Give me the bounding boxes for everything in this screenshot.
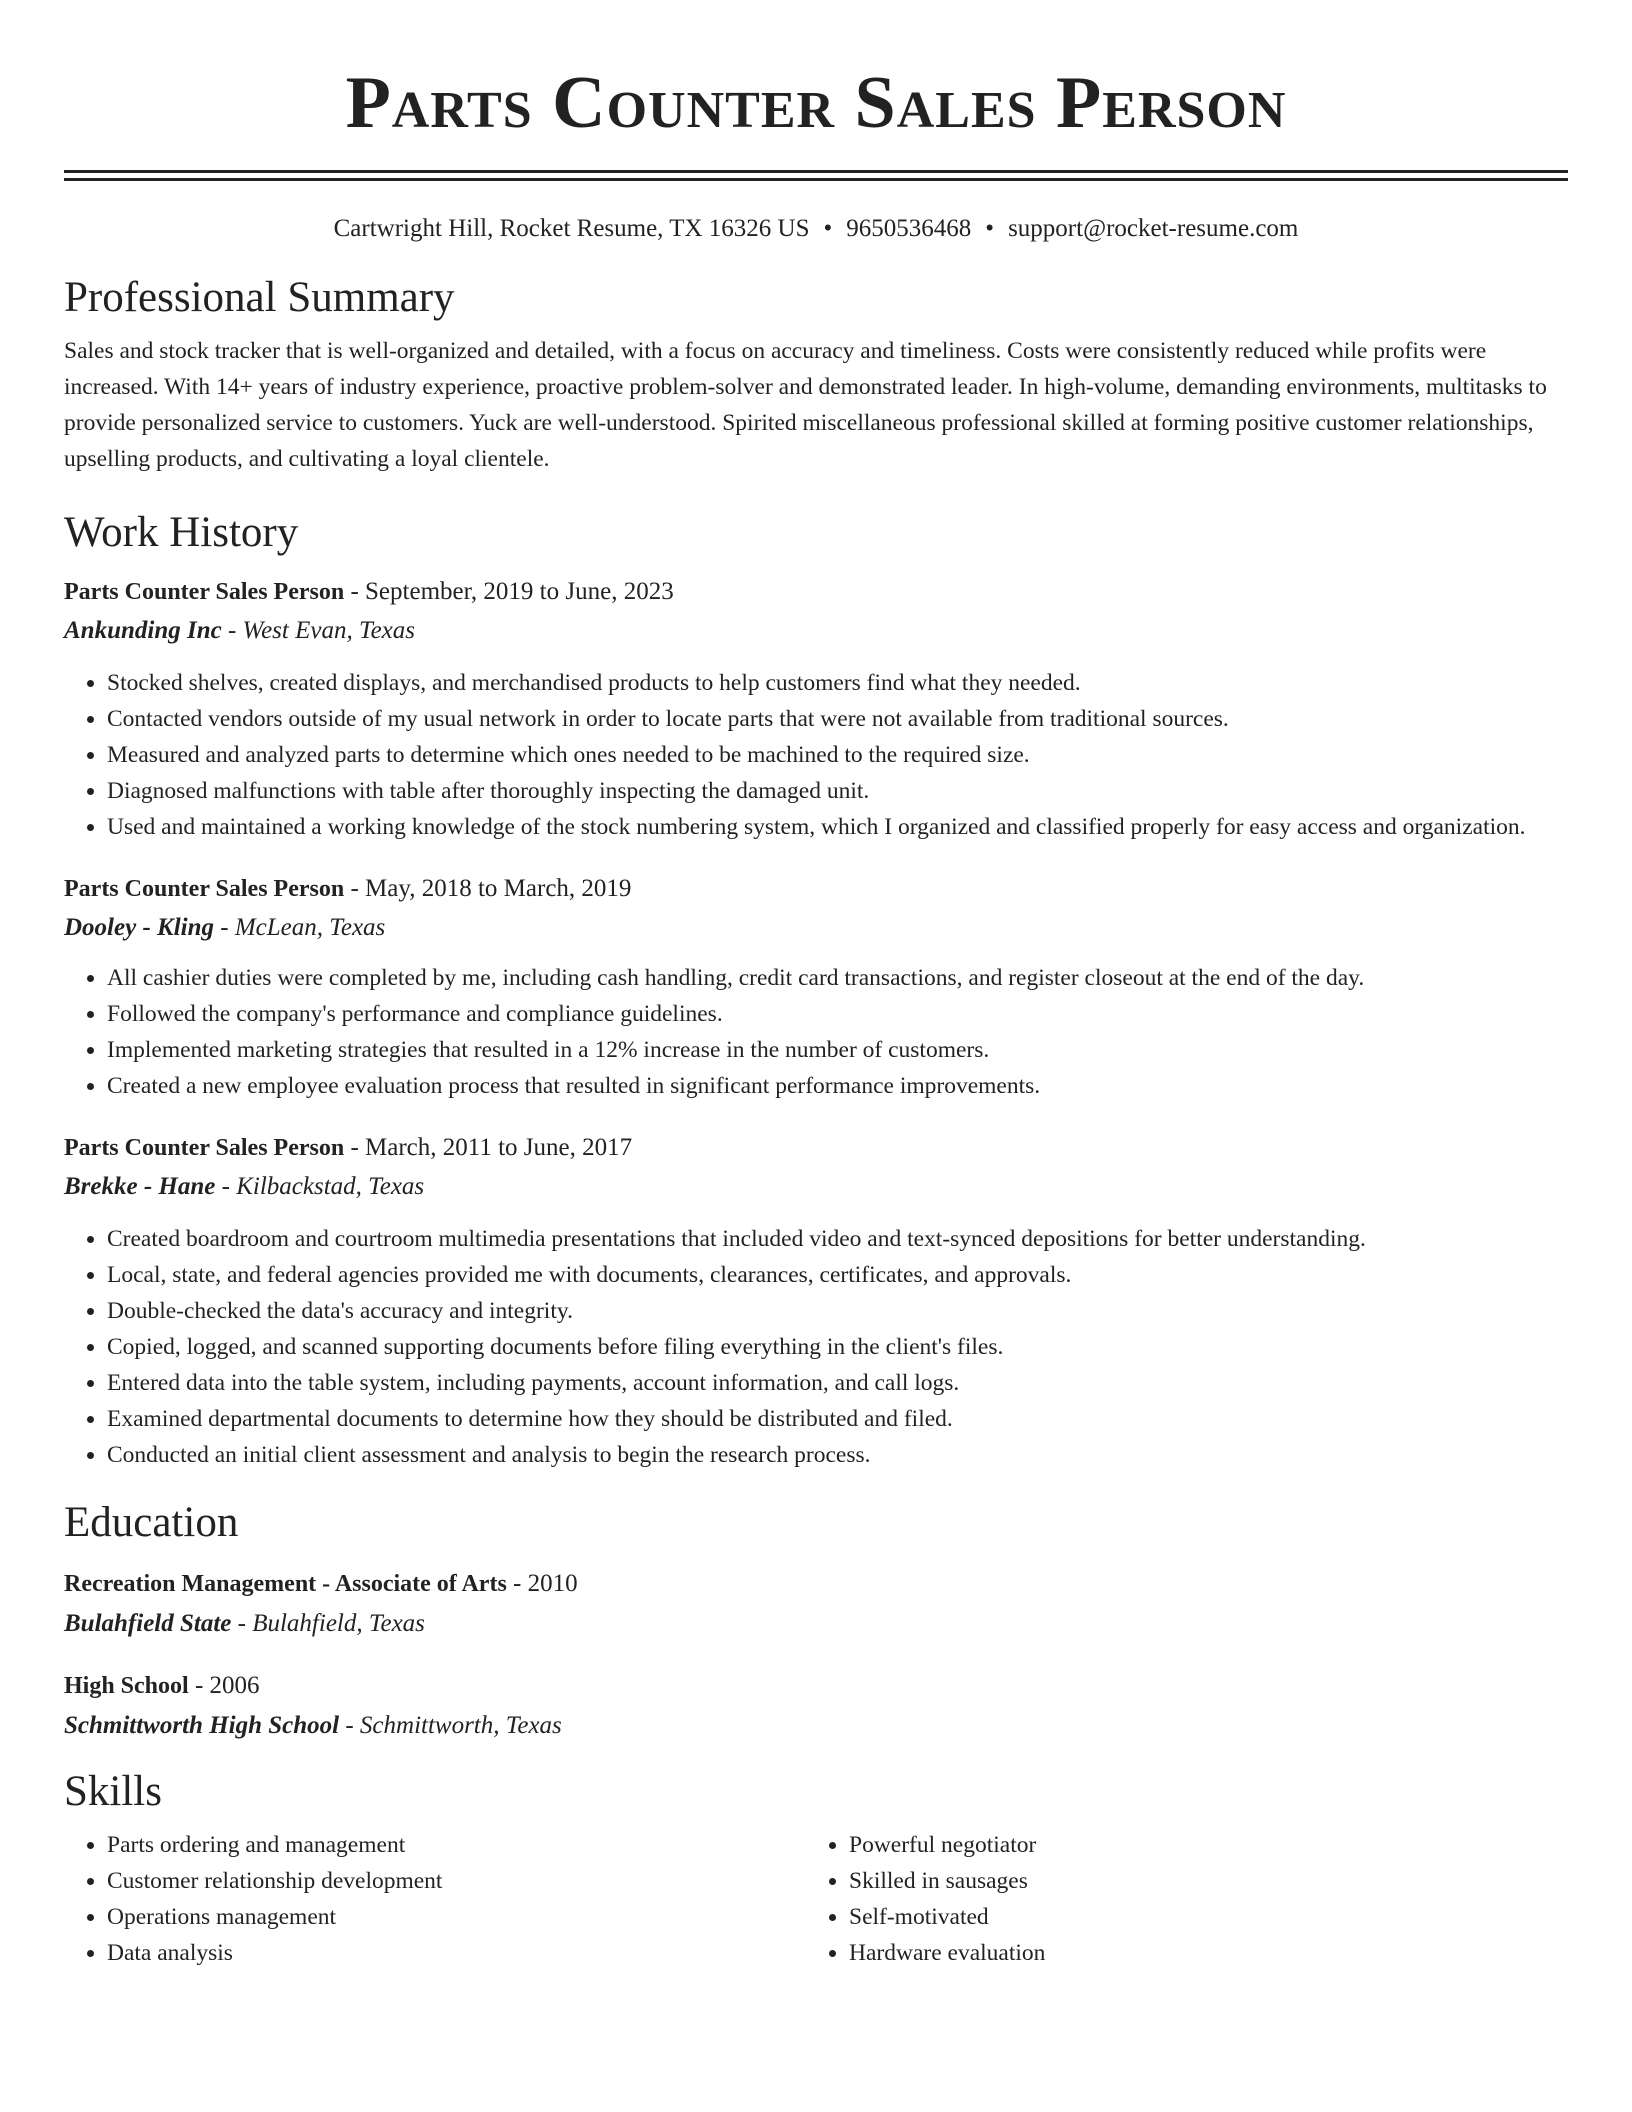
list-item: • Diagnosed malfunctions with table after thoroughly inspecting the damaged unit. xyxy=(107,773,1568,809)
education-entry xyxy=(64,1668,1568,1744)
job-location: - West Evan, Texas xyxy=(221,617,415,644)
list-item: • Data analysis xyxy=(107,1935,806,1971)
school-line xyxy=(64,1708,1568,1744)
degree-line xyxy=(64,1566,1568,1602)
job-title: Parts Counter Sales Person xyxy=(64,579,345,605)
skills-column-right xyxy=(806,1813,1548,1971)
list-item: • Followed the company's performance and compliance guidelines. xyxy=(107,996,1568,1032)
list-item: • Used and maintained a working knowledge of the stock numbering system, which I organized and classified properly for easy access and organization. xyxy=(107,809,1568,845)
job-dates: - May, 2018 to March, 2019 xyxy=(344,875,632,902)
job-duties-list xyxy=(64,665,1568,845)
job-entry xyxy=(64,574,1568,845)
skills-list xyxy=(64,1827,806,1971)
education-entry xyxy=(64,1566,1568,1642)
school-name: Bulahfield State xyxy=(64,1610,232,1637)
school-location: - Schmittworth, Texas xyxy=(339,1712,562,1739)
candidate-name: Parts Counter Sales Person xyxy=(345,62,1287,144)
school-name: Schmittworth High School xyxy=(64,1712,340,1739)
list-item: • Local, state, and federal agencies provided me with documents, clearances, certificates, and approvals. xyxy=(107,1257,1568,1293)
contact-separator: • xyxy=(985,215,995,242)
list-item: • Operations management xyxy=(107,1899,806,1935)
list-item: • Conducted an initial client assessment and analysis to begin the research process. xyxy=(107,1437,1568,1473)
job-company-line xyxy=(64,1169,1568,1205)
job-duties-list xyxy=(64,1221,1568,1473)
skills-columns xyxy=(64,1813,1568,1971)
contact-email: support@rocket-resume.com xyxy=(1008,215,1299,242)
job-entry xyxy=(64,1130,1568,1473)
degree-name: High School xyxy=(64,1673,189,1699)
list-item: • Double-checked the data's accuracy and integrity. xyxy=(107,1293,1568,1329)
work-history-heading: Work History xyxy=(64,509,299,556)
list-item: • Stocked shelves, created displays, and merchandised products to help customers find what they needed. xyxy=(107,665,1568,701)
skills-column-left xyxy=(64,1813,806,1971)
job-title-line xyxy=(64,871,1568,907)
job-company-line xyxy=(64,910,1568,946)
job-company: Dooley - Kling xyxy=(64,914,214,941)
school-location: - Bulahfield, Texas xyxy=(231,1610,425,1637)
summary-section xyxy=(64,276,1568,477)
job-title: Parts Counter Sales Person xyxy=(64,1135,345,1161)
list-item: • Implemented marketing strategies that resulted in a 12% increase in the number of customers. xyxy=(107,1032,1568,1068)
contact-address: Cartwright Hill, Rocket Resume, TX 16326 US xyxy=(333,215,810,242)
list-item: • Examined departmental documents to determine how they should be distributed and filed. xyxy=(107,1401,1568,1437)
list-item: • Created a new employee evaluation process that resulted in significant performance improvements. xyxy=(107,1068,1568,1104)
contact-phone: 9650536468 xyxy=(846,215,972,242)
degree-year: - 2010 xyxy=(506,1570,578,1597)
list-item: • Measured and analyzed parts to determine which ones needed to be machined to the required size. xyxy=(107,737,1568,773)
job-dates: - September, 2019 to June, 2023 xyxy=(344,578,674,605)
school-line xyxy=(64,1606,1568,1642)
job-dates: - March, 2011 to June, 2017 xyxy=(344,1134,633,1161)
list-item: • Entered data into the table system, including payments, account information, and call logs. xyxy=(107,1365,1568,1401)
job-title: Parts Counter Sales Person xyxy=(64,876,345,902)
list-item: • Parts ordering and management xyxy=(107,1827,806,1863)
job-title-line xyxy=(64,574,1568,610)
education-section xyxy=(64,1501,1568,1744)
education-heading: Education xyxy=(64,1499,239,1546)
degree-line xyxy=(64,1668,1568,1704)
skills-list xyxy=(806,1827,1548,1971)
job-title-line xyxy=(64,1130,1568,1166)
job-company: Ankunding Inc xyxy=(64,617,222,644)
header-divider xyxy=(64,170,1568,181)
list-item: • All cashier duties were completed by me, including cash handling, credit card transactions, and register closeout at the end of the day. xyxy=(107,960,1568,996)
list-item: • Powerful negotiator xyxy=(849,1827,1548,1863)
job-entry xyxy=(64,871,1568,1104)
job-duties-list xyxy=(64,960,1568,1104)
skills-section xyxy=(64,1770,1568,1971)
list-item: • Skilled in sausages xyxy=(849,1863,1548,1899)
work-history-section xyxy=(64,511,1568,1473)
job-company: Brekke - Hane xyxy=(64,1173,216,1200)
list-item: • Self-motivated xyxy=(849,1899,1548,1935)
summary-text: Sales and stock tracker that is well-organized and detailed, with a focus on accuracy and timeliness. Costs were consistently reduced while profits were increased. With 14+ years of industry experience, proactive problem-solver and demonstrated leader. In high-volume, demanding environments, multitasks to provide personalized service to customers. Yuck are well-understood. Spirited miscellaneous professional skilled at forming positive customer relationships, upselling products, and cultivating a loyal clientele. xyxy=(64,338,1547,472)
list-item: • Customer relationship development xyxy=(107,1863,806,1899)
list-item: • Created boardroom and courtroom multimedia presentations that included video and text-synced depositions for better understanding. xyxy=(107,1221,1568,1257)
job-company-line xyxy=(64,613,1568,649)
list-item: • Hardware evaluation xyxy=(849,1935,1548,1971)
list-item: • Contacted vendors outside of my usual network in order to locate parts that were not available from traditional sources. xyxy=(107,701,1568,737)
contact-separator: • xyxy=(823,215,833,242)
list-item: • Copied, logged, and scanned supporting documents before filing everything in the client's files. xyxy=(107,1329,1568,1365)
contact-line xyxy=(64,214,1568,244)
skills-heading: Skills xyxy=(64,1768,162,1815)
degree-year: - 2006 xyxy=(188,1672,260,1699)
degree-name: Recreation Management - Associate of Arts xyxy=(64,1571,507,1597)
job-location: - McLean, Texas xyxy=(214,914,386,941)
summary-heading: Professional Summary xyxy=(64,274,455,321)
job-location: - Kilbackstad, Texas xyxy=(215,1173,425,1200)
